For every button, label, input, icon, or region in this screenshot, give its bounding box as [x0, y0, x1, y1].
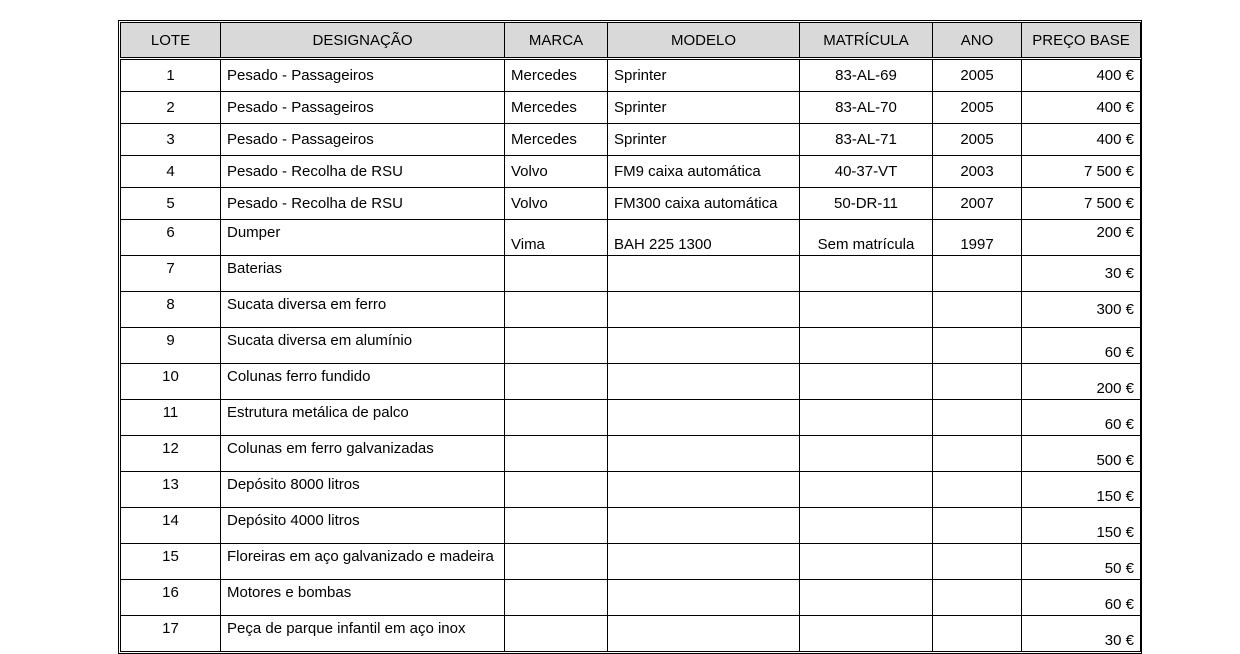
cell-designacao: Peça de parque infantil em aço inox [221, 616, 505, 652]
cell-lote: 13 [121, 472, 221, 508]
cell-matricula [800, 292, 933, 328]
cell-modelo [608, 580, 800, 616]
cell-modelo [608, 472, 800, 508]
cell-marca: Mercedes [505, 59, 608, 92]
cell-marca [505, 472, 608, 508]
cell-designacao: Estrutura metálica de palco [221, 400, 505, 436]
cell-modelo [608, 292, 800, 328]
cell-lote: 12 [121, 436, 221, 472]
cell-designacao: Colunas ferro fundido [221, 364, 505, 400]
header-lote: LOTE [121, 23, 221, 59]
header-matricula: MATRÍCULA [800, 23, 933, 59]
cell-lote: 15 [121, 544, 221, 580]
table-row [121, 616, 1141, 652]
cell-ano: 2005 [933, 92, 1022, 124]
cell-modelo: Sprinter [608, 92, 800, 124]
table-row [121, 92, 1141, 124]
cell-matricula [800, 544, 933, 580]
cell-marca [505, 544, 608, 580]
cell-marca [505, 256, 608, 292]
cell-matricula [800, 364, 933, 400]
cell-preco-base: 30 € [1022, 256, 1141, 292]
cell-marca: Vima [505, 220, 608, 256]
cell-preco-base: 500 € [1022, 436, 1141, 472]
cell-lote: 10 [121, 364, 221, 400]
cell-ano: 2003 [933, 156, 1022, 188]
cell-lote: 6 [121, 220, 221, 256]
cell-preco-base: 60 € [1022, 328, 1141, 364]
cell-ano: 1997 [933, 220, 1022, 256]
cell-modelo [608, 256, 800, 292]
cell-preco-base: 400 € [1022, 59, 1141, 92]
cell-marca: Volvo [505, 156, 608, 188]
cell-lote: 9 [121, 328, 221, 364]
cell-modelo: FM9 caixa automática [608, 156, 800, 188]
lots-table-frame [118, 20, 1142, 654]
header-marca: MARCA [505, 23, 608, 59]
cell-designacao: Pesado - Passageiros [221, 59, 505, 92]
cell-ano: 2007 [933, 188, 1022, 220]
cell-designacao: Baterias [221, 256, 505, 292]
cell-marca [505, 580, 608, 616]
cell-modelo [608, 400, 800, 436]
cell-preco-base: 400 € [1022, 124, 1141, 156]
cell-preco-base: 150 € [1022, 472, 1141, 508]
cell-ano [933, 364, 1022, 400]
cell-lote: 7 [121, 256, 221, 292]
cell-preco-base: 150 € [1022, 508, 1141, 544]
cell-marca [505, 364, 608, 400]
cell-marca [505, 508, 608, 544]
cell-matricula: 83-AL-71 [800, 124, 933, 156]
cell-modelo [608, 364, 800, 400]
cell-marca [505, 616, 608, 652]
cell-modelo [608, 508, 800, 544]
table-row [121, 59, 1141, 92]
cell-lote: 3 [121, 124, 221, 156]
cell-designacao: Pesado - Passageiros [221, 124, 505, 156]
cell-lote: 8 [121, 292, 221, 328]
cell-preco-base: 50 € [1022, 544, 1141, 580]
cell-lote: 5 [121, 188, 221, 220]
table-row [121, 124, 1141, 156]
header-modelo: MODELO [608, 23, 800, 59]
cell-ano [933, 580, 1022, 616]
table-row [121, 220, 1141, 256]
cell-modelo [608, 328, 800, 364]
cell-ano [933, 508, 1022, 544]
cell-preco-base: 200 € [1022, 364, 1141, 400]
cell-lote: 1 [121, 59, 221, 92]
table-row [121, 544, 1141, 580]
cell-modelo [608, 436, 800, 472]
cell-designacao: Pesado - Passageiros [221, 92, 505, 124]
cell-matricula [800, 580, 933, 616]
cell-lote: 14 [121, 508, 221, 544]
header-row [121, 23, 1141, 59]
cell-marca [505, 328, 608, 364]
table-row [121, 156, 1141, 188]
cell-matricula: 50-DR-11 [800, 188, 933, 220]
table-row [121, 364, 1141, 400]
cell-lote: 4 [121, 156, 221, 188]
cell-lote: 17 [121, 616, 221, 652]
cell-ano: 2005 [933, 59, 1022, 92]
table-row [121, 472, 1141, 508]
header-ano: ANO [933, 23, 1022, 59]
cell-matricula [800, 436, 933, 472]
table-row [121, 508, 1141, 544]
cell-modelo: Sprinter [608, 59, 800, 92]
cell-designacao: Depósito 4000 litros [221, 508, 505, 544]
cell-matricula [800, 256, 933, 292]
cell-ano [933, 544, 1022, 580]
cell-matricula [800, 616, 933, 652]
cell-preco-base: 30 € [1022, 616, 1141, 652]
cell-designacao: Sucata diversa em alumínio [221, 328, 505, 364]
cell-preco-base: 300 € [1022, 292, 1141, 328]
cell-marca: Mercedes [505, 92, 608, 124]
cell-designacao: Depósito 8000 litros [221, 472, 505, 508]
cell-matricula [800, 400, 933, 436]
cell-preco-base: 60 € [1022, 580, 1141, 616]
table-row [121, 580, 1141, 616]
cell-matricula: Sem matrícula [800, 220, 933, 256]
cell-designacao: Pesado - Recolha de RSU [221, 156, 505, 188]
cell-modelo [608, 544, 800, 580]
cell-matricula: 83-AL-70 [800, 92, 933, 124]
cell-marca [505, 292, 608, 328]
cell-modelo [608, 616, 800, 652]
cell-lote: 11 [121, 400, 221, 436]
cell-lote: 16 [121, 580, 221, 616]
cell-ano [933, 616, 1022, 652]
table-row [121, 188, 1141, 220]
cell-ano [933, 328, 1022, 364]
table-row [121, 292, 1141, 328]
cell-modelo: Sprinter [608, 124, 800, 156]
cell-preco-base: 60 € [1022, 400, 1141, 436]
cell-designacao: Pesado - Recolha de RSU [221, 188, 505, 220]
lots-table [120, 22, 1141, 652]
cell-ano: 2005 [933, 124, 1022, 156]
cell-marca: Mercedes [505, 124, 608, 156]
cell-designacao: Motores e bombas [221, 580, 505, 616]
cell-modelo: BAH 225 1300 [608, 220, 800, 256]
cell-matricula: 40-37-VT [800, 156, 933, 188]
cell-matricula [800, 328, 933, 364]
cell-ano [933, 436, 1022, 472]
cell-designacao: Colunas em ferro galvanizadas [221, 436, 505, 472]
table-row [121, 400, 1141, 436]
cell-designacao: Sucata diversa em ferro [221, 292, 505, 328]
cell-preco-base: 200 € [1022, 220, 1141, 256]
cell-preco-base: 400 € [1022, 92, 1141, 124]
cell-ano [933, 292, 1022, 328]
cell-preco-base: 7 500 € [1022, 156, 1141, 188]
header-designacao: DESIGNAÇÃO [221, 23, 505, 59]
cell-designacao: Floreiras em aço galvanizado e madeira [221, 544, 505, 580]
cell-marca [505, 400, 608, 436]
cell-ano [933, 256, 1022, 292]
cell-designacao: Dumper [221, 220, 505, 256]
cell-matricula [800, 472, 933, 508]
cell-ano [933, 472, 1022, 508]
cell-marca [505, 436, 608, 472]
table-row [121, 436, 1141, 472]
cell-modelo: FM300 caixa automática [608, 188, 800, 220]
table-row [121, 328, 1141, 364]
cell-marca: Volvo [505, 188, 608, 220]
cell-ano [933, 400, 1022, 436]
table-row [121, 256, 1141, 292]
cell-lote: 2 [121, 92, 221, 124]
header-preco-base: PREÇO BASE [1022, 23, 1141, 59]
cell-matricula [800, 508, 933, 544]
cell-preco-base: 7 500 € [1022, 188, 1141, 220]
cell-matricula: 83-AL-69 [800, 59, 933, 92]
